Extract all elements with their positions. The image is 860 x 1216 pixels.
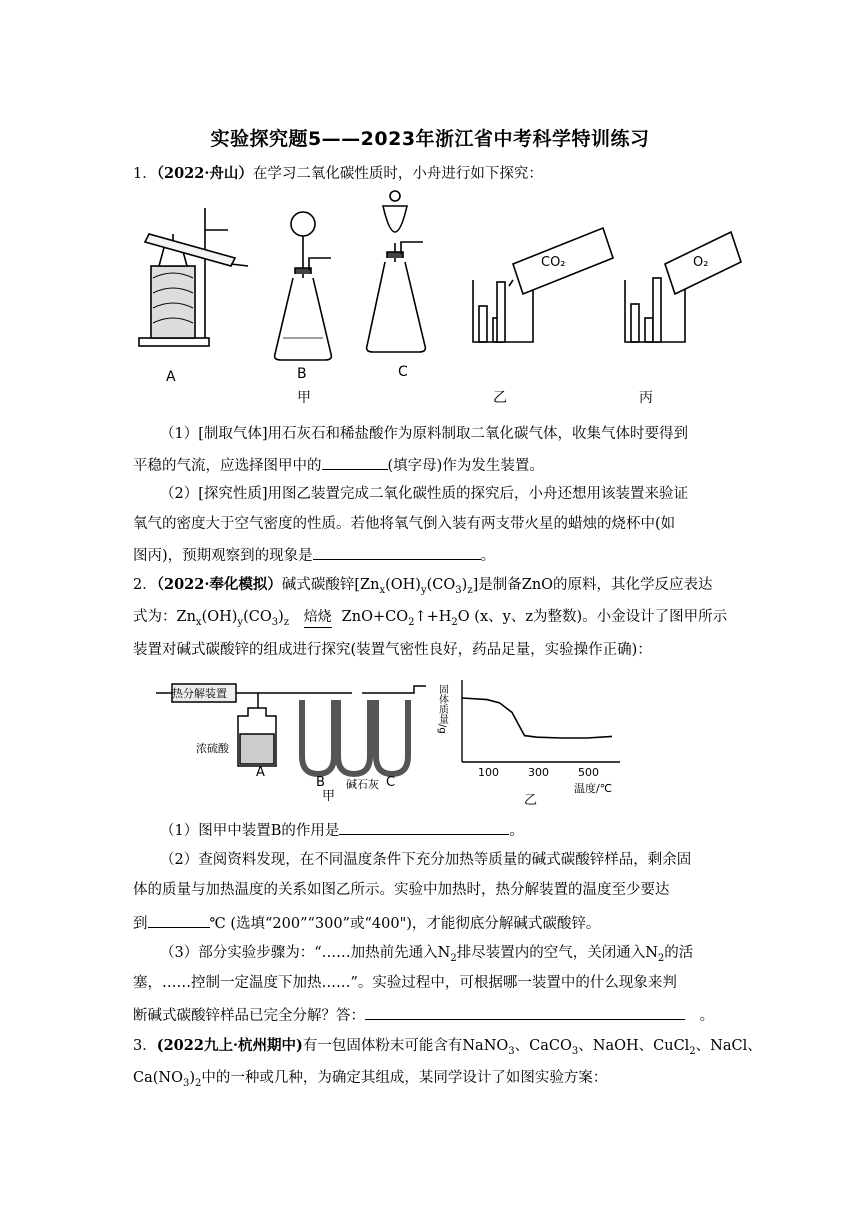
q1-part1-line2: 平稳的气流，应选择图甲中的 (填字母)作为发生装置。 <box>133 454 544 476</box>
q3-number: 3． <box>133 1038 157 1054</box>
x-axis-label: 温度/℃ <box>574 782 613 795</box>
q2-part3-line3: 断碱式碳酸锌样品已完全分解？答： 。 <box>133 1004 714 1026</box>
q1-stem: 在学习二氧化碳性质时，小舟进行如下探究： <box>252 166 543 182</box>
q1-part2-line3: 图丙)，预期观察到的现象是 。 <box>133 544 495 566</box>
fig1-label-jia: 甲 <box>297 390 311 406</box>
fig1-label-a: A <box>166 369 176 385</box>
q2-part2-line3: 到 ℃ (选填“200”“300”或“400")，才能彻底分解碱式碳酸锌。 <box>133 912 600 934</box>
q2-part1-line: （1）图甲中装置B的作用是 。 <box>160 819 524 841</box>
heater-label: 热分解装置 <box>172 687 227 700</box>
acid-label: 浓硫酸 <box>196 742 229 755</box>
fig1-label-co2: CO₂ <box>541 255 566 270</box>
fig1-label-o2: O₂ <box>693 255 709 270</box>
apparatus-b-icon <box>275 212 332 360</box>
q3-stem-line: 3．(2022九上·杭州期中)有一包固体粉末可能含有NaNO$_3$、CaCO$_3$、NaOH、CuCl$_2$、NaCl、 <box>133 1037 762 1057</box>
beaker-o2-icon <box>625 232 741 342</box>
q1-part2-line2: 氧气的密度大于空气密度的性质。若他将氧气倒入装有两支带火星的蜡烛的烧杯中(如 <box>133 516 676 532</box>
svg-text:B: B <box>316 775 325 790</box>
fig1-label-bing: 丙 <box>639 390 653 406</box>
apparatus-a-icon <box>139 208 248 346</box>
q1-apparatus-figure <box>133 188 753 410</box>
q2-part3-line2: 塞，……控制一定温度下加热……”。实验过程中，可根据哪一装置中的什么现象来判 <box>133 975 677 991</box>
answer-blank[interactable] <box>148 912 210 928</box>
answer-blank[interactable] <box>339 819 509 835</box>
q3-source: (2022九上·杭州期中) <box>156 1037 303 1054</box>
reaction-condition: 焙烧 <box>304 607 332 628</box>
fig1-label-yi: 乙 <box>493 390 507 406</box>
answer-blank[interactable] <box>365 1004 685 1020</box>
x-tick-label: 100 <box>478 766 499 779</box>
svg-text:A: A <box>256 765 265 780</box>
q2-part2-line2: 体的质量与加热温度的关系如图乙所示。实验中加热时，热分解装置的温度至少要达 <box>133 882 670 898</box>
q1-stem-line <box>133 164 543 184</box>
beaker-co2-icon <box>473 228 613 342</box>
x-tick-label: 500 <box>578 766 599 779</box>
q1-number: 1． <box>133 166 157 182</box>
q2-part3-line1: （3）部分实验步骤为：“……加热前先通入$N_2$排尽装置内的空气，关闭通入$N_2$的活 <box>160 945 694 964</box>
q3-stem-line2: $Ca(NO_3)_2$中的一种或几种，为确定其组成，某同学设计了如图实验方案： <box>133 1070 608 1089</box>
y-axis-label: 固体质量/g <box>436 684 448 734</box>
q1-part1-line1: （1）[制取气体]用石灰石和稀盐酸作为原料制取二氧化碳气体，收集气体时要得到 <box>160 426 689 442</box>
fig1-label-b: B <box>297 366 307 382</box>
q2-source: （2022·奉化模拟） <box>156 576 282 593</box>
q2-number: 2． <box>133 577 157 593</box>
lime-label: 碱石灰 <box>346 778 379 791</box>
page-title: 实验探究题5——2023年浙江省中考科学特训练习 <box>210 128 650 150</box>
q1-part2-line1: （2）[探究性质]用图乙装置完成二氧化碳性质的探究后，小舟还想用该装置来验证 <box>160 486 689 502</box>
q2-stem-line3: 装置对碱式碳酸锌的组成进行探究(装置气密性良好，药品足量，实验操作正确)： <box>133 642 652 658</box>
svg-text:C: C <box>386 775 396 790</box>
q2-mass-temperature-chart <box>438 674 628 808</box>
svg-text:甲: 甲 <box>322 789 336 804</box>
fig1-label-c: C <box>398 364 408 380</box>
q2-apparatus-figure <box>150 672 440 802</box>
series-line <box>462 698 612 738</box>
q2-equation-line: 式为：$Zn_x(OH)_y(CO_3)_z$ 焙烧 $ZnO+CO_2↑+H_2O$ (x、y、z为整数)。小金设计了图甲所示 <box>133 609 728 628</box>
q2-stem-line: 2．（2022·奉化模拟）碱式碳酸锌$[Zn_x(OH)_y(CO_3)_z]$是制备ZnO的原料，其化学反应表达 <box>133 576 713 596</box>
apparatus-c-icon <box>367 191 426 352</box>
chart-caption: 乙 <box>524 793 538 808</box>
x-tick-label: 300 <box>528 766 549 779</box>
q2-part2-line1: （2）查阅资料发现，在不同温度条件下充分加热等质量的碱式碳酸锌样品，剩余固 <box>160 852 692 868</box>
q1-source: （2022·舟山） <box>156 165 253 182</box>
answer-blank[interactable] <box>322 454 388 470</box>
answer-blank[interactable] <box>313 544 481 560</box>
